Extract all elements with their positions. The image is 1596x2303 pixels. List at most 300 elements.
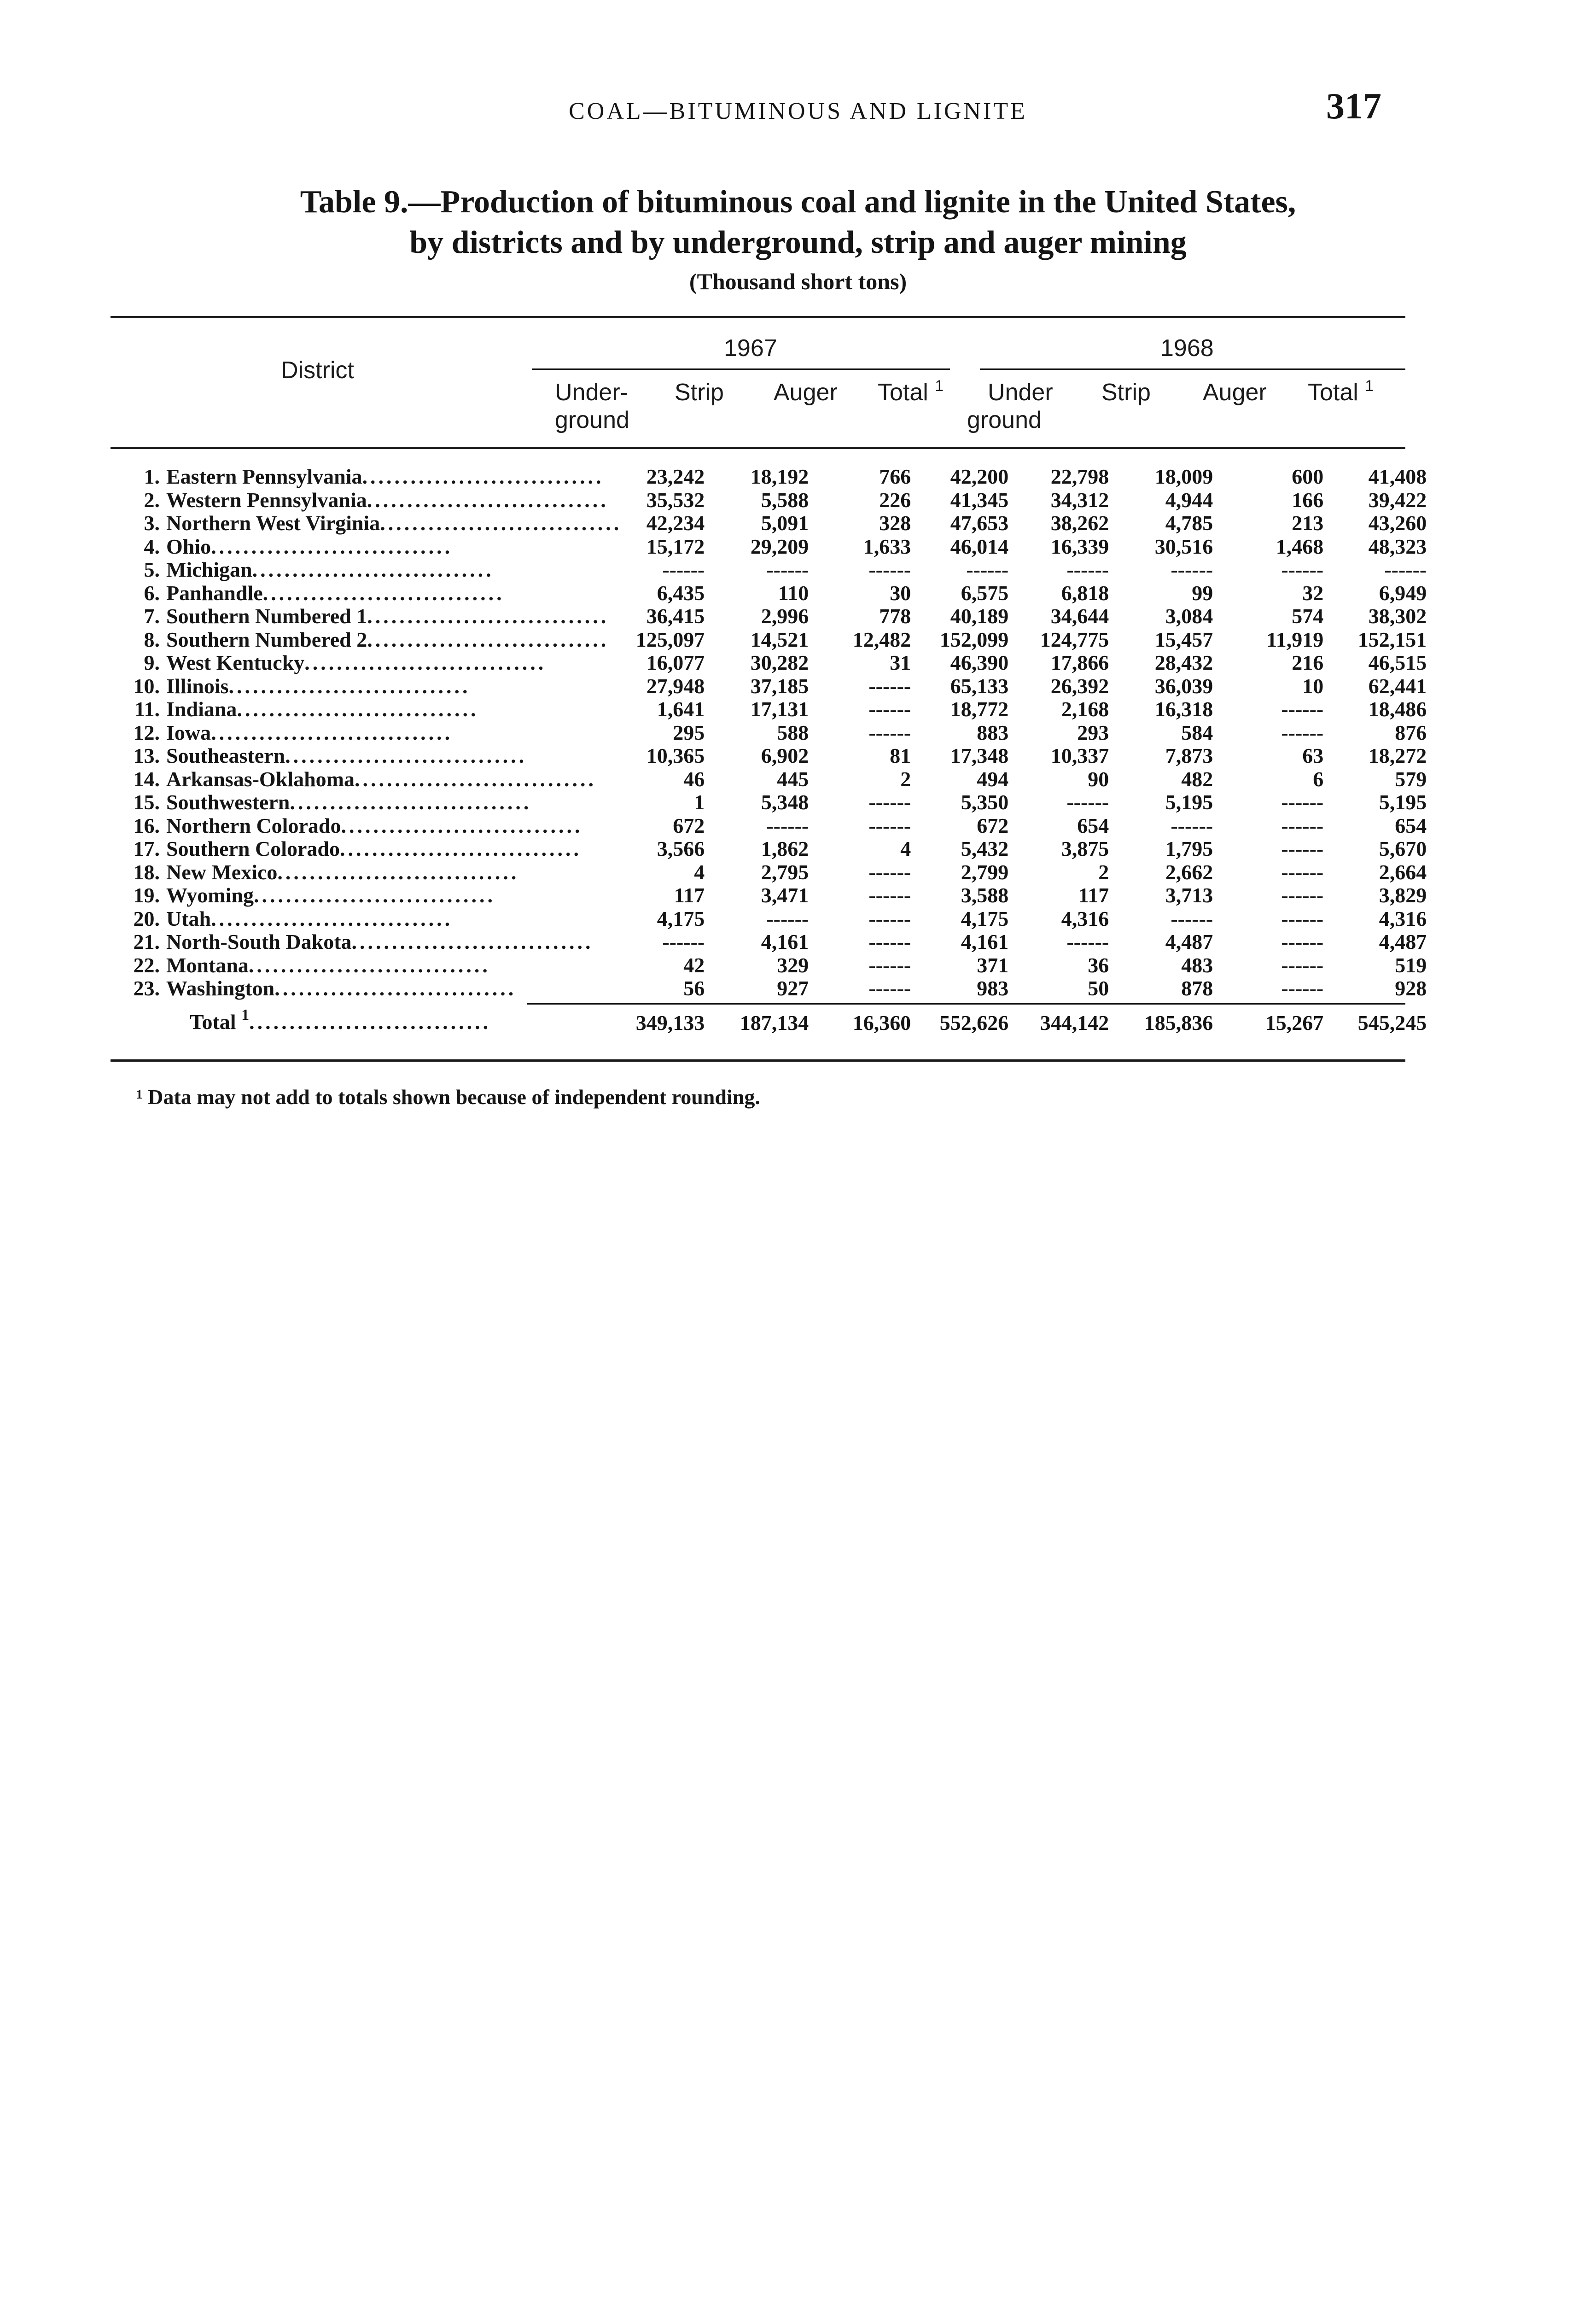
total-cell: 15,267 xyxy=(1265,1011,1324,1035)
district-name: West Kentucky xyxy=(166,651,305,674)
district-number: 14. xyxy=(133,767,160,791)
value-cell: 90 xyxy=(1088,767,1109,791)
value-cell: 6,949 xyxy=(1379,581,1427,605)
table-units: (Thousand short tons) xyxy=(689,269,907,294)
value-cell: 4,175 xyxy=(961,907,1009,930)
table-row xyxy=(107,558,1427,582)
value-cell: 654 xyxy=(1395,814,1427,837)
value-cell: 99 xyxy=(1192,581,1213,605)
district-cell xyxy=(107,744,622,768)
leader-dots: .............................. xyxy=(341,814,583,837)
value-cell: 1,633 xyxy=(863,535,911,558)
table-row xyxy=(107,698,1427,721)
value-cell: ------ xyxy=(868,674,911,698)
value-cell: ------ xyxy=(1066,930,1109,953)
value-cell: ------ xyxy=(868,698,911,721)
value-cell: 46,515 xyxy=(1368,651,1427,674)
district-name: Ohio xyxy=(166,535,211,558)
value-cell: ------ xyxy=(1281,837,1324,860)
value-cell: 2 xyxy=(1098,860,1109,884)
value-cell: 42,234 xyxy=(646,512,705,535)
district-name: Northern West Virginia xyxy=(166,512,380,535)
col-1967-total-footnote-mark: 1 xyxy=(935,377,944,395)
district-name: Southeastern xyxy=(166,744,285,767)
running-head: COAL—BITUMINOUS AND LIGNITE xyxy=(569,98,1027,124)
value-cell: 63 xyxy=(1302,744,1324,767)
district-name: Utah xyxy=(166,907,211,930)
table-row xyxy=(107,768,1427,791)
district-cell xyxy=(107,698,622,721)
district-name: Southwestern xyxy=(166,791,290,814)
value-cell: 17,866 xyxy=(1050,651,1109,674)
total-cell: 185,836 xyxy=(1144,1011,1213,1035)
district-cell xyxy=(107,791,622,814)
district-name: New Mexico xyxy=(166,860,278,884)
district-number: 2. xyxy=(144,488,160,512)
district-name: Wyoming xyxy=(166,884,254,907)
col-1968-strip: Strip xyxy=(1101,379,1151,406)
value-cell: 39,422 xyxy=(1368,488,1427,512)
district-cell xyxy=(107,930,622,954)
value-cell: 81 xyxy=(890,744,911,767)
leader-dots: .............................. xyxy=(380,512,622,535)
table-row xyxy=(107,628,1427,652)
value-cell: 18,486 xyxy=(1368,698,1427,721)
value-cell: 4,316 xyxy=(1061,907,1109,930)
total-cell: 552,626 xyxy=(939,1011,1009,1035)
value-cell: ------ xyxy=(1066,791,1109,814)
col-1968-total xyxy=(1308,379,1374,409)
year-1968-rule xyxy=(980,368,1405,370)
value-cell: 5,195 xyxy=(1165,791,1213,814)
district-number: 16. xyxy=(133,814,160,837)
value-cell: 445 xyxy=(777,767,809,791)
value-cell: 4,175 xyxy=(657,907,705,930)
value-cell: 18,772 xyxy=(950,698,1009,721)
leader-dots: .............................. xyxy=(339,837,582,860)
value-cell: 4,487 xyxy=(1165,930,1213,953)
col-1967-total xyxy=(878,379,944,409)
value-cell: 5,348 xyxy=(761,791,809,814)
value-cell: 5,670 xyxy=(1379,837,1427,860)
value-cell: ------ xyxy=(868,930,911,953)
table-total xyxy=(107,1000,1427,1040)
table-row xyxy=(107,884,1427,907)
value-cell: 600 xyxy=(1292,465,1324,488)
table-title-line-2: by districts and by underground, strip and auger mining xyxy=(409,225,1187,260)
table-title xyxy=(0,182,1596,263)
leader-dots: .............................. xyxy=(277,860,519,884)
year-1967-header: 1967 xyxy=(724,335,777,362)
district-number: 1. xyxy=(144,465,160,488)
value-cell: 23,242 xyxy=(646,465,705,488)
district-cell xyxy=(107,768,622,791)
value-cell: ------ xyxy=(1281,814,1324,837)
leader-dots: .............................. xyxy=(211,535,453,558)
district-cell xyxy=(107,512,622,535)
value-cell: ------ xyxy=(1281,977,1324,1000)
district-cell xyxy=(107,605,622,628)
district-number: 6. xyxy=(144,581,160,605)
value-cell: ------ xyxy=(1171,907,1213,930)
table-top-rule xyxy=(111,316,1405,318)
value-cell: ------ xyxy=(1281,791,1324,814)
district-name: Montana xyxy=(166,953,249,977)
value-cell: 328 xyxy=(879,512,911,535)
value-cell: 15,457 xyxy=(1154,628,1213,651)
value-cell: 7,873 xyxy=(1165,744,1213,767)
value-cell: ------ xyxy=(766,907,809,930)
value-cell: 35,532 xyxy=(646,488,705,512)
page-number: 317 xyxy=(1326,86,1381,127)
value-cell: 6,818 xyxy=(1061,581,1109,605)
value-cell: 295 xyxy=(673,721,705,744)
value-cell: 3,471 xyxy=(761,884,809,907)
value-cell: 519 xyxy=(1395,953,1427,977)
district-number: 8. xyxy=(144,628,160,651)
value-cell: 37,185 xyxy=(750,674,809,698)
value-cell: 584 xyxy=(1181,721,1213,744)
value-cell: 46 xyxy=(683,767,705,791)
value-cell: 16,318 xyxy=(1154,698,1213,721)
value-cell: 5,195 xyxy=(1379,791,1427,814)
district-number: 19. xyxy=(133,884,160,907)
leader-dots: .............................. xyxy=(228,674,471,698)
district-name: Washington xyxy=(166,977,275,1000)
value-cell: 50 xyxy=(1088,977,1109,1000)
value-cell: 1,795 xyxy=(1165,837,1213,860)
total-cell: 349,133 xyxy=(635,1011,705,1035)
district-number: 5. xyxy=(144,558,160,581)
total-footnote-mark: 1 xyxy=(241,1006,250,1023)
district-cell xyxy=(107,582,622,605)
value-cell: 29,209 xyxy=(750,535,809,558)
leader-dots: .............................. xyxy=(252,558,494,581)
value-cell: 588 xyxy=(777,721,809,744)
value-cell: 876 xyxy=(1395,721,1427,744)
district-name: Southern Numbered 1 xyxy=(166,605,367,628)
value-cell: 166 xyxy=(1292,488,1324,512)
value-cell: 152,151 xyxy=(1357,628,1427,651)
value-cell: 4,944 xyxy=(1165,488,1213,512)
value-cell: 2,168 xyxy=(1061,698,1109,721)
value-cell: 574 xyxy=(1292,605,1324,628)
leader-dots: .............................. xyxy=(249,1010,491,1034)
value-cell: 5,588 xyxy=(761,488,809,512)
value-cell: ------ xyxy=(1281,953,1324,977)
value-cell: ------ xyxy=(1281,930,1324,953)
value-cell: 483 xyxy=(1181,953,1213,977)
table-row xyxy=(107,675,1427,698)
district-name: Arkansas-Oklahoma xyxy=(166,767,355,791)
leader-dots: .............................. xyxy=(262,581,505,605)
value-cell: 4,161 xyxy=(961,930,1009,953)
value-cell: 2,996 xyxy=(761,605,809,628)
value-cell: 18,009 xyxy=(1154,465,1213,488)
district-cell xyxy=(107,675,622,698)
col-1967-total-label: Total xyxy=(878,379,928,406)
col-1967-strip: Strip xyxy=(675,379,724,406)
table-row xyxy=(107,605,1427,628)
district-name: Iowa xyxy=(166,721,211,744)
value-cell: 34,312 xyxy=(1050,488,1109,512)
value-cell: 213 xyxy=(1292,512,1324,535)
value-cell: 38,302 xyxy=(1368,605,1427,628)
value-cell: 654 xyxy=(1077,814,1109,837)
value-cell: 927 xyxy=(777,977,809,1000)
value-cell: 16,339 xyxy=(1050,535,1109,558)
value-cell: 17,131 xyxy=(750,698,809,721)
value-cell: 766 xyxy=(879,465,911,488)
district-name: Southern Colorado xyxy=(166,837,340,860)
district-cell xyxy=(107,977,622,1000)
district-cell xyxy=(107,535,622,559)
district-name: North-South Dakota xyxy=(166,930,352,953)
value-cell: 1,468 xyxy=(1276,535,1324,558)
value-cell: ------ xyxy=(1384,558,1427,581)
value-cell: 30,516 xyxy=(1154,535,1213,558)
leader-dots: .............................. xyxy=(367,628,609,651)
table-footnote: ¹ Data may not add to totals shown because of independent rounding. xyxy=(136,1085,760,1109)
value-cell: ------ xyxy=(868,791,911,814)
district-name: Eastern Pennsylvania xyxy=(166,465,362,488)
col-1968-underground-line-2: ground xyxy=(967,407,1042,433)
leader-dots: .............................. xyxy=(367,488,609,512)
value-cell: 5,432 xyxy=(961,837,1009,860)
value-cell: 43,260 xyxy=(1368,512,1427,535)
value-cell: 36 xyxy=(1088,953,1109,977)
district-column-header: District xyxy=(281,357,354,384)
value-cell: ------ xyxy=(868,860,911,884)
district-number: 3. xyxy=(144,512,160,535)
value-cell: 216 xyxy=(1292,651,1324,674)
value-cell: 15,172 xyxy=(646,535,705,558)
value-cell: 1 xyxy=(694,791,705,814)
value-cell: 5,091 xyxy=(761,512,809,535)
value-cell: 30,282 xyxy=(750,651,809,674)
pre-total-rule xyxy=(527,1003,1405,1005)
value-cell: 2,662 xyxy=(1165,860,1213,884)
value-cell: 56 xyxy=(683,977,705,1000)
value-cell: 32 xyxy=(1302,581,1324,605)
value-cell: 41,408 xyxy=(1368,465,1427,488)
col-1967-auger: Auger xyxy=(774,379,838,406)
value-cell: 10,365 xyxy=(646,744,705,767)
col-1968-total-label: Total xyxy=(1308,379,1358,406)
district-number: 11. xyxy=(134,698,160,721)
value-cell: ------ xyxy=(1171,558,1213,581)
district-number: 4. xyxy=(144,535,160,558)
col-1968-underground xyxy=(967,379,1053,434)
district-cell xyxy=(107,489,622,512)
table-row xyxy=(107,861,1427,884)
value-cell: 31 xyxy=(890,651,911,674)
district-name: Illinois xyxy=(166,674,229,698)
district-cell xyxy=(107,558,622,582)
leader-dots: .............................. xyxy=(290,791,532,814)
value-cell: ------ xyxy=(1281,698,1324,721)
district-number: 22. xyxy=(133,953,160,977)
value-cell: 47,653 xyxy=(950,512,1009,535)
total-label-cell xyxy=(107,1000,622,1040)
value-cell: 3,713 xyxy=(1165,884,1213,907)
district-name: Western Pennsylvania xyxy=(166,488,367,512)
value-cell: 482 xyxy=(1181,767,1213,791)
value-cell: 27,948 xyxy=(646,674,705,698)
value-cell: 4,487 xyxy=(1379,930,1427,953)
value-cell: ------ xyxy=(966,558,1009,581)
district-number: 17. xyxy=(133,837,160,860)
value-cell: 4,785 xyxy=(1165,512,1213,535)
value-cell: 4 xyxy=(694,860,705,884)
value-cell: 28,432 xyxy=(1154,651,1213,674)
value-cell: 48,323 xyxy=(1368,535,1427,558)
col-1967-underground xyxy=(555,379,629,434)
value-cell: 36,039 xyxy=(1154,674,1213,698)
value-cell: 36,415 xyxy=(646,605,705,628)
district-number: 7. xyxy=(144,605,160,628)
value-cell: 38,262 xyxy=(1050,512,1109,535)
production-table xyxy=(107,465,1427,1040)
table-row xyxy=(107,954,1427,977)
value-cell: 2 xyxy=(900,767,911,791)
total-cell: 545,245 xyxy=(1357,1011,1427,1035)
district-cell xyxy=(107,861,622,884)
value-cell: 983 xyxy=(977,977,1009,1000)
district-number: 20. xyxy=(133,907,160,930)
value-cell: 42,200 xyxy=(950,465,1009,488)
district-cell xyxy=(107,954,622,977)
value-cell: 6,435 xyxy=(657,581,705,605)
table-row xyxy=(107,837,1427,861)
value-cell: 928 xyxy=(1395,977,1427,1000)
district-cell xyxy=(107,837,622,861)
value-cell: 65,133 xyxy=(950,674,1009,698)
value-cell: 40,189 xyxy=(950,605,1009,628)
table-row xyxy=(107,465,1427,489)
value-cell: 5,350 xyxy=(961,791,1009,814)
value-cell: 46,014 xyxy=(950,535,1009,558)
value-cell: ------ xyxy=(1281,884,1324,907)
leader-dots: .............................. xyxy=(248,953,490,977)
table-body xyxy=(107,465,1427,1000)
district-cell xyxy=(107,884,622,907)
value-cell: 30 xyxy=(890,581,911,605)
value-cell: ------ xyxy=(868,977,911,1000)
value-cell: 3,566 xyxy=(657,837,705,860)
value-cell: 17,348 xyxy=(950,744,1009,767)
col-1967-underground-line-2: ground xyxy=(555,407,629,433)
value-cell: 62,441 xyxy=(1368,674,1427,698)
value-cell: 12,482 xyxy=(852,628,911,651)
table-row xyxy=(107,744,1427,768)
leader-dots: .............................. xyxy=(285,744,527,767)
district-cell xyxy=(107,465,622,489)
value-cell: 6,902 xyxy=(761,744,809,767)
district-cell xyxy=(107,651,622,675)
value-cell: ------ xyxy=(868,953,911,977)
value-cell: 26,392 xyxy=(1050,674,1109,698)
table-row xyxy=(107,489,1427,512)
value-cell: 18,272 xyxy=(1368,744,1427,767)
value-cell: 3,084 xyxy=(1165,605,1213,628)
value-cell: 41,345 xyxy=(950,488,1009,512)
header-bottom-rule xyxy=(111,447,1405,449)
total-cell: 16,360 xyxy=(852,1011,911,1035)
value-cell: 672 xyxy=(977,814,1009,837)
value-cell: ------ xyxy=(868,721,911,744)
value-cell: 672 xyxy=(673,814,705,837)
value-cell: 579 xyxy=(1395,767,1427,791)
value-cell: 22,798 xyxy=(1050,465,1109,488)
leader-dots: .............................. xyxy=(274,977,517,1000)
value-cell: ------ xyxy=(766,814,809,837)
leader-dots: .............................. xyxy=(211,907,453,930)
value-cell: 1,862 xyxy=(761,837,809,860)
year-1967-rule xyxy=(532,368,950,370)
value-cell: ------ xyxy=(868,814,911,837)
district-cell xyxy=(107,907,622,931)
value-cell: 3,588 xyxy=(961,884,1009,907)
table-title-line-1: Table 9.—Production of bituminous coal and lignite in the United States, xyxy=(300,184,1296,220)
district-cell xyxy=(107,814,622,838)
value-cell: 2,799 xyxy=(961,860,1009,884)
district-number: 10. xyxy=(133,674,160,698)
value-cell: 117 xyxy=(674,884,705,907)
table-row xyxy=(107,512,1427,535)
value-cell: ------ xyxy=(1281,721,1324,744)
value-cell: 6 xyxy=(1313,767,1324,791)
district-cell xyxy=(107,721,622,745)
value-cell: 124,775 xyxy=(1040,628,1109,651)
table-row xyxy=(107,721,1427,745)
table-row xyxy=(107,977,1427,1000)
district-name: Northern Colorado xyxy=(166,814,341,837)
value-cell: 371 xyxy=(977,953,1009,977)
total-label xyxy=(107,1007,249,1040)
value-cell: 778 xyxy=(879,605,911,628)
table-row xyxy=(107,582,1427,605)
value-cell: 16,077 xyxy=(646,651,705,674)
district-name: Southern Numbered 2 xyxy=(166,628,367,651)
district-cell xyxy=(107,628,622,652)
value-cell: 42 xyxy=(683,953,705,977)
total-cell: 344,142 xyxy=(1040,1011,1109,1035)
table-row xyxy=(107,535,1427,559)
leader-dots: .............................. xyxy=(253,884,495,907)
value-cell: 6,575 xyxy=(961,581,1009,605)
district-name: Indiana xyxy=(166,698,237,721)
table-row xyxy=(107,651,1427,675)
year-1968-header: 1968 xyxy=(1160,335,1214,362)
value-cell: 494 xyxy=(977,767,1009,791)
table-row xyxy=(107,791,1427,814)
value-cell: 10 xyxy=(1302,674,1324,698)
total-cell: 187,134 xyxy=(740,1011,809,1035)
value-cell: ------ xyxy=(1281,860,1324,884)
value-cell: 3,829 xyxy=(1379,884,1427,907)
value-cell: 226 xyxy=(879,488,911,512)
table-row xyxy=(107,930,1427,954)
total-row xyxy=(107,1000,1427,1040)
district-number: 15. xyxy=(133,791,160,814)
value-cell: 46,390 xyxy=(950,651,1009,674)
value-cell: 4 xyxy=(900,837,911,860)
leader-dots: .............................. xyxy=(237,698,479,721)
value-cell: 14,521 xyxy=(750,628,809,651)
value-cell: 293 xyxy=(1077,721,1109,744)
value-cell: ------ xyxy=(1281,907,1324,930)
